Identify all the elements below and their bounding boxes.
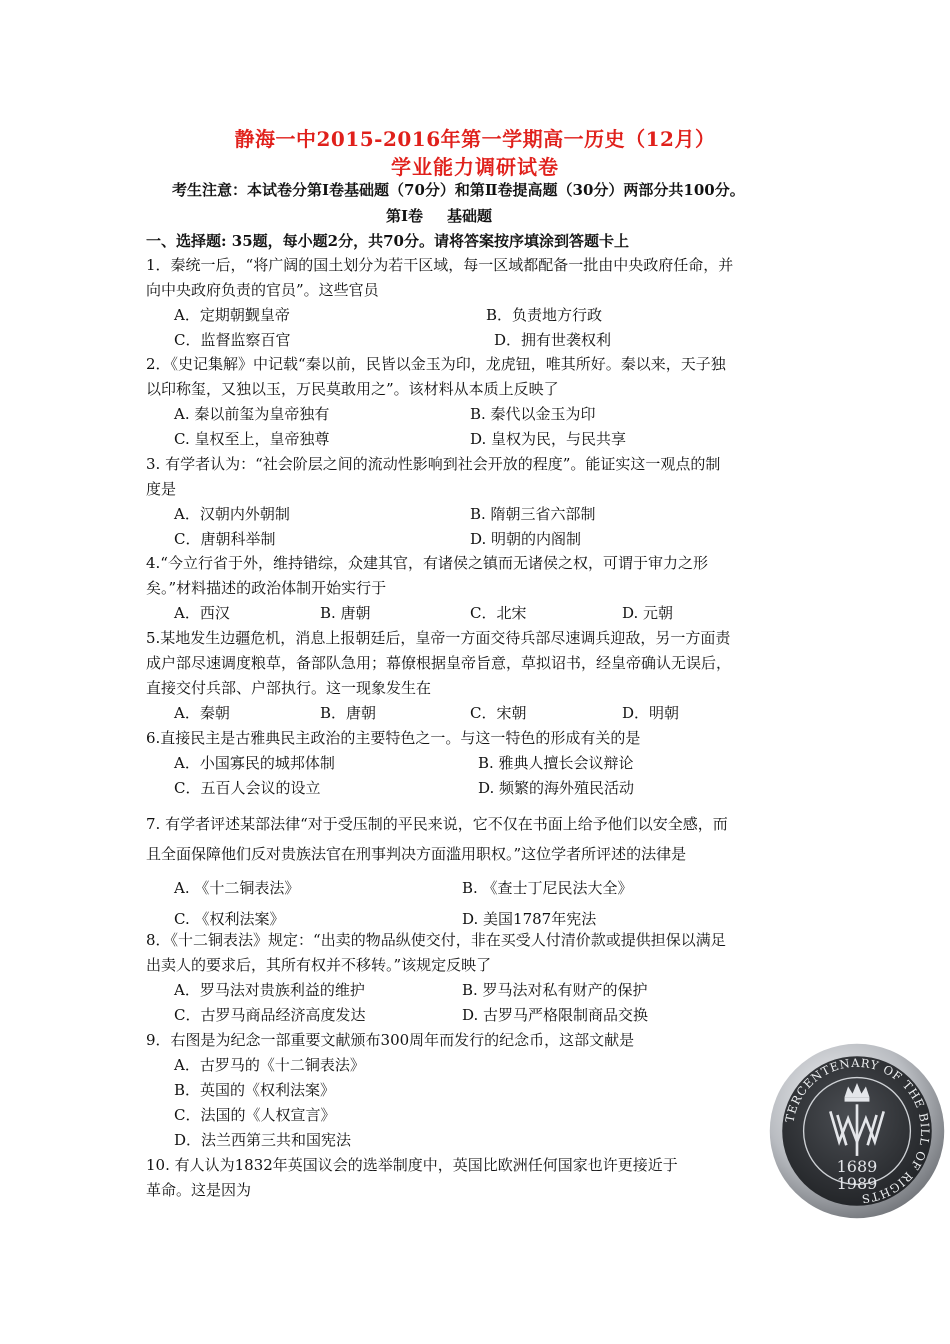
q2-option-c: C. 皇权至上，皇帝独尊 xyxy=(174,430,330,448)
q7-option-a: A. 《十二铜表法》 xyxy=(174,879,300,897)
question-4-line-1: 4.“今立行省于外，维持错综，众建其官，有诸侯之镇而无诸侯之权，可谓于审力之形 xyxy=(146,554,708,572)
question-1-line-2: 向中央政府负责的官员”。这些官员 xyxy=(146,281,379,299)
q5-option-a: A．秦朝 xyxy=(174,704,230,722)
part-name: 基础题 xyxy=(447,207,493,225)
exam-title-line1: 静海一中2015-2016年第一学期高一历史（12月） xyxy=(234,127,716,151)
q2-option-d: D. 皇权为民，与民共享 xyxy=(470,430,627,448)
q8-option-c: C．古罗马商品经济高度发达 xyxy=(174,1006,366,1024)
coin-ring-text: TERCENTENARY OF THE BILL OF RIGHTS xyxy=(782,1055,933,1207)
q6-option-c: C．五百人会议的设立 xyxy=(174,779,321,797)
question-3-line-1: 3. 有学者认为：“社会阶层之间的流动性影响到社会开放的程度”。能证实这一观点的制 xyxy=(146,455,721,473)
q4-option-b: B. 唐朝 xyxy=(320,604,371,622)
q8-option-d: D. 古罗马严格限制商品交换 xyxy=(462,1006,649,1024)
question-8-line-2: 出卖人的要求后，其所有权并不移转。”该规定反映了 xyxy=(146,956,492,974)
coin-year-bottom: 1989 xyxy=(836,1173,878,1193)
q8-option-a: A．罗马法对贵族利益的维护 xyxy=(174,981,365,999)
q2-option-a: A. 秦以前玺为皇帝独有 xyxy=(174,405,330,423)
exam-notice: 考生注意：本试卷分第Ⅰ卷基础题（70分）和第Ⅱ卷提高题（30分）两部分共100分。 xyxy=(172,181,745,199)
question-5-line-3: 直接交付兵部、户部执行。这一现象发生在 xyxy=(146,679,432,697)
q3-option-d: D. 明朝的内阁制 xyxy=(470,530,582,548)
part-heading xyxy=(386,205,516,226)
question-10-line-1: 10. 有人认为1832年英国议会的选举制度中，英国比欧洲任何国家也许更接近于 xyxy=(146,1156,678,1174)
q2-option-b: B. 秦代以金玉为印 xyxy=(470,405,596,423)
q1-option-b: B．负责地方行政 xyxy=(486,306,603,324)
q9-option-a: A．古罗马的《十二铜表法》 xyxy=(174,1056,365,1074)
q3-option-b: B. 隋朝三省六部制 xyxy=(470,505,596,523)
question-7-line-1: 7. 有学者评述某部法律“对于受压制的平民来说，它不仅在书面上给予他们以安全感，而 xyxy=(146,815,728,833)
q9-option-d: D．法兰西第三共和国宪法 xyxy=(174,1131,352,1149)
q6-option-b: B. 雅典人擅长会议辩论 xyxy=(478,754,634,772)
question-4-line-2: 矣。”材料描述的政治体制开始实行于 xyxy=(146,579,387,597)
q9-option-b: B．英国的《权利法案》 xyxy=(174,1081,336,1099)
q4-option-c: C．北宋 xyxy=(470,604,527,622)
question-7-line-2: 且全面保障他们反对贵族法官在刑事判决方面滥用职权。”这位学者所评述的法律是 xyxy=(146,845,687,863)
q1-option-d: D．拥有世袭权利 xyxy=(494,331,612,349)
coin-year-top: 1689 xyxy=(836,1156,878,1176)
question-10-line-2: 革命。这是因为 xyxy=(146,1181,252,1199)
q9-option-c: C．法国的《人权宣言》 xyxy=(174,1106,336,1124)
exam-title-line2: 学业能力调研试卷 xyxy=(391,155,559,179)
q7-option-d: D. 美国1787年宪法 xyxy=(462,910,597,928)
q7-option-b: B. 《查士丁尼民法大全》 xyxy=(462,879,633,897)
question-5-line-2: 成户部尽速调度粮草，备部队急用；幕僚根据皇帝旨意，草拟诏书，经皇帝确认无误后， xyxy=(146,654,732,672)
q5-option-d: D．明朝 xyxy=(622,704,680,722)
question-1-line-1: 1．秦统一后，“将广阔的国土划分为若干区域，每一区域都配备一批由中央政府任命，并 xyxy=(146,256,734,274)
q3-option-c: C．唐朝科举制 xyxy=(174,530,276,548)
question-2-line-1: 2．《史记集解》中记载“秦以前，民皆以金玉为印，龙虎钮，唯其所好。秦以来，天子独 xyxy=(146,355,726,373)
commemorative-coin-image xyxy=(768,1042,946,1220)
question-6-line-1: 6.直接民主是古雅典民主政治的主要特色之一。与这一特色的形成有关的是 xyxy=(146,729,641,747)
q1-option-a: A．定期朝觐皇帝 xyxy=(174,306,290,324)
question-3-line-2: 度是 xyxy=(146,480,177,498)
q8-option-b: B. 罗马法对私有财产的保护 xyxy=(462,981,648,999)
q4-option-d: D. 元朝 xyxy=(622,604,674,622)
q3-option-a: A．汉朝内外朝制 xyxy=(174,505,290,523)
q6-option-d: D. 频繁的海外殖民活动 xyxy=(478,779,635,797)
q6-option-a: A．小国寡民的城邦体制 xyxy=(174,754,335,772)
question-8-line-1: 8．《十二铜表法》规定：“出卖的物品纵使交付，非在买受人付清价款或提供担保以满足 xyxy=(146,931,726,949)
q5-option-b: B．唐朝 xyxy=(320,704,377,722)
q4-option-a: A．西汉 xyxy=(174,604,230,622)
question-9-line-1: 9．右图是为纪念一部重要文献颁布300周年而发行的纪念币，这部文献是 xyxy=(146,1031,635,1049)
section-heading: 一、选择题: 35题，每小题2分，共70分。请将答案按序填涂到答题卡上 xyxy=(146,232,629,250)
q7-option-c: C. 《权利法案》 xyxy=(174,910,285,928)
question-2-line-2: 以印称玺，又独以玉，万民莫敢用之”。该材料从本质上反映了 xyxy=(146,380,559,398)
question-5-line-1: 5.某地发生边疆危机，消息上报朝廷后，皇帝一方面交待兵部尽速调兵迎敌，另一方面责 xyxy=(146,629,731,647)
q5-option-c: C．宋朝 xyxy=(470,704,527,722)
part-label: 第Ⅰ卷 xyxy=(386,207,424,225)
q1-option-c: C．监督监察百官 xyxy=(174,331,291,349)
